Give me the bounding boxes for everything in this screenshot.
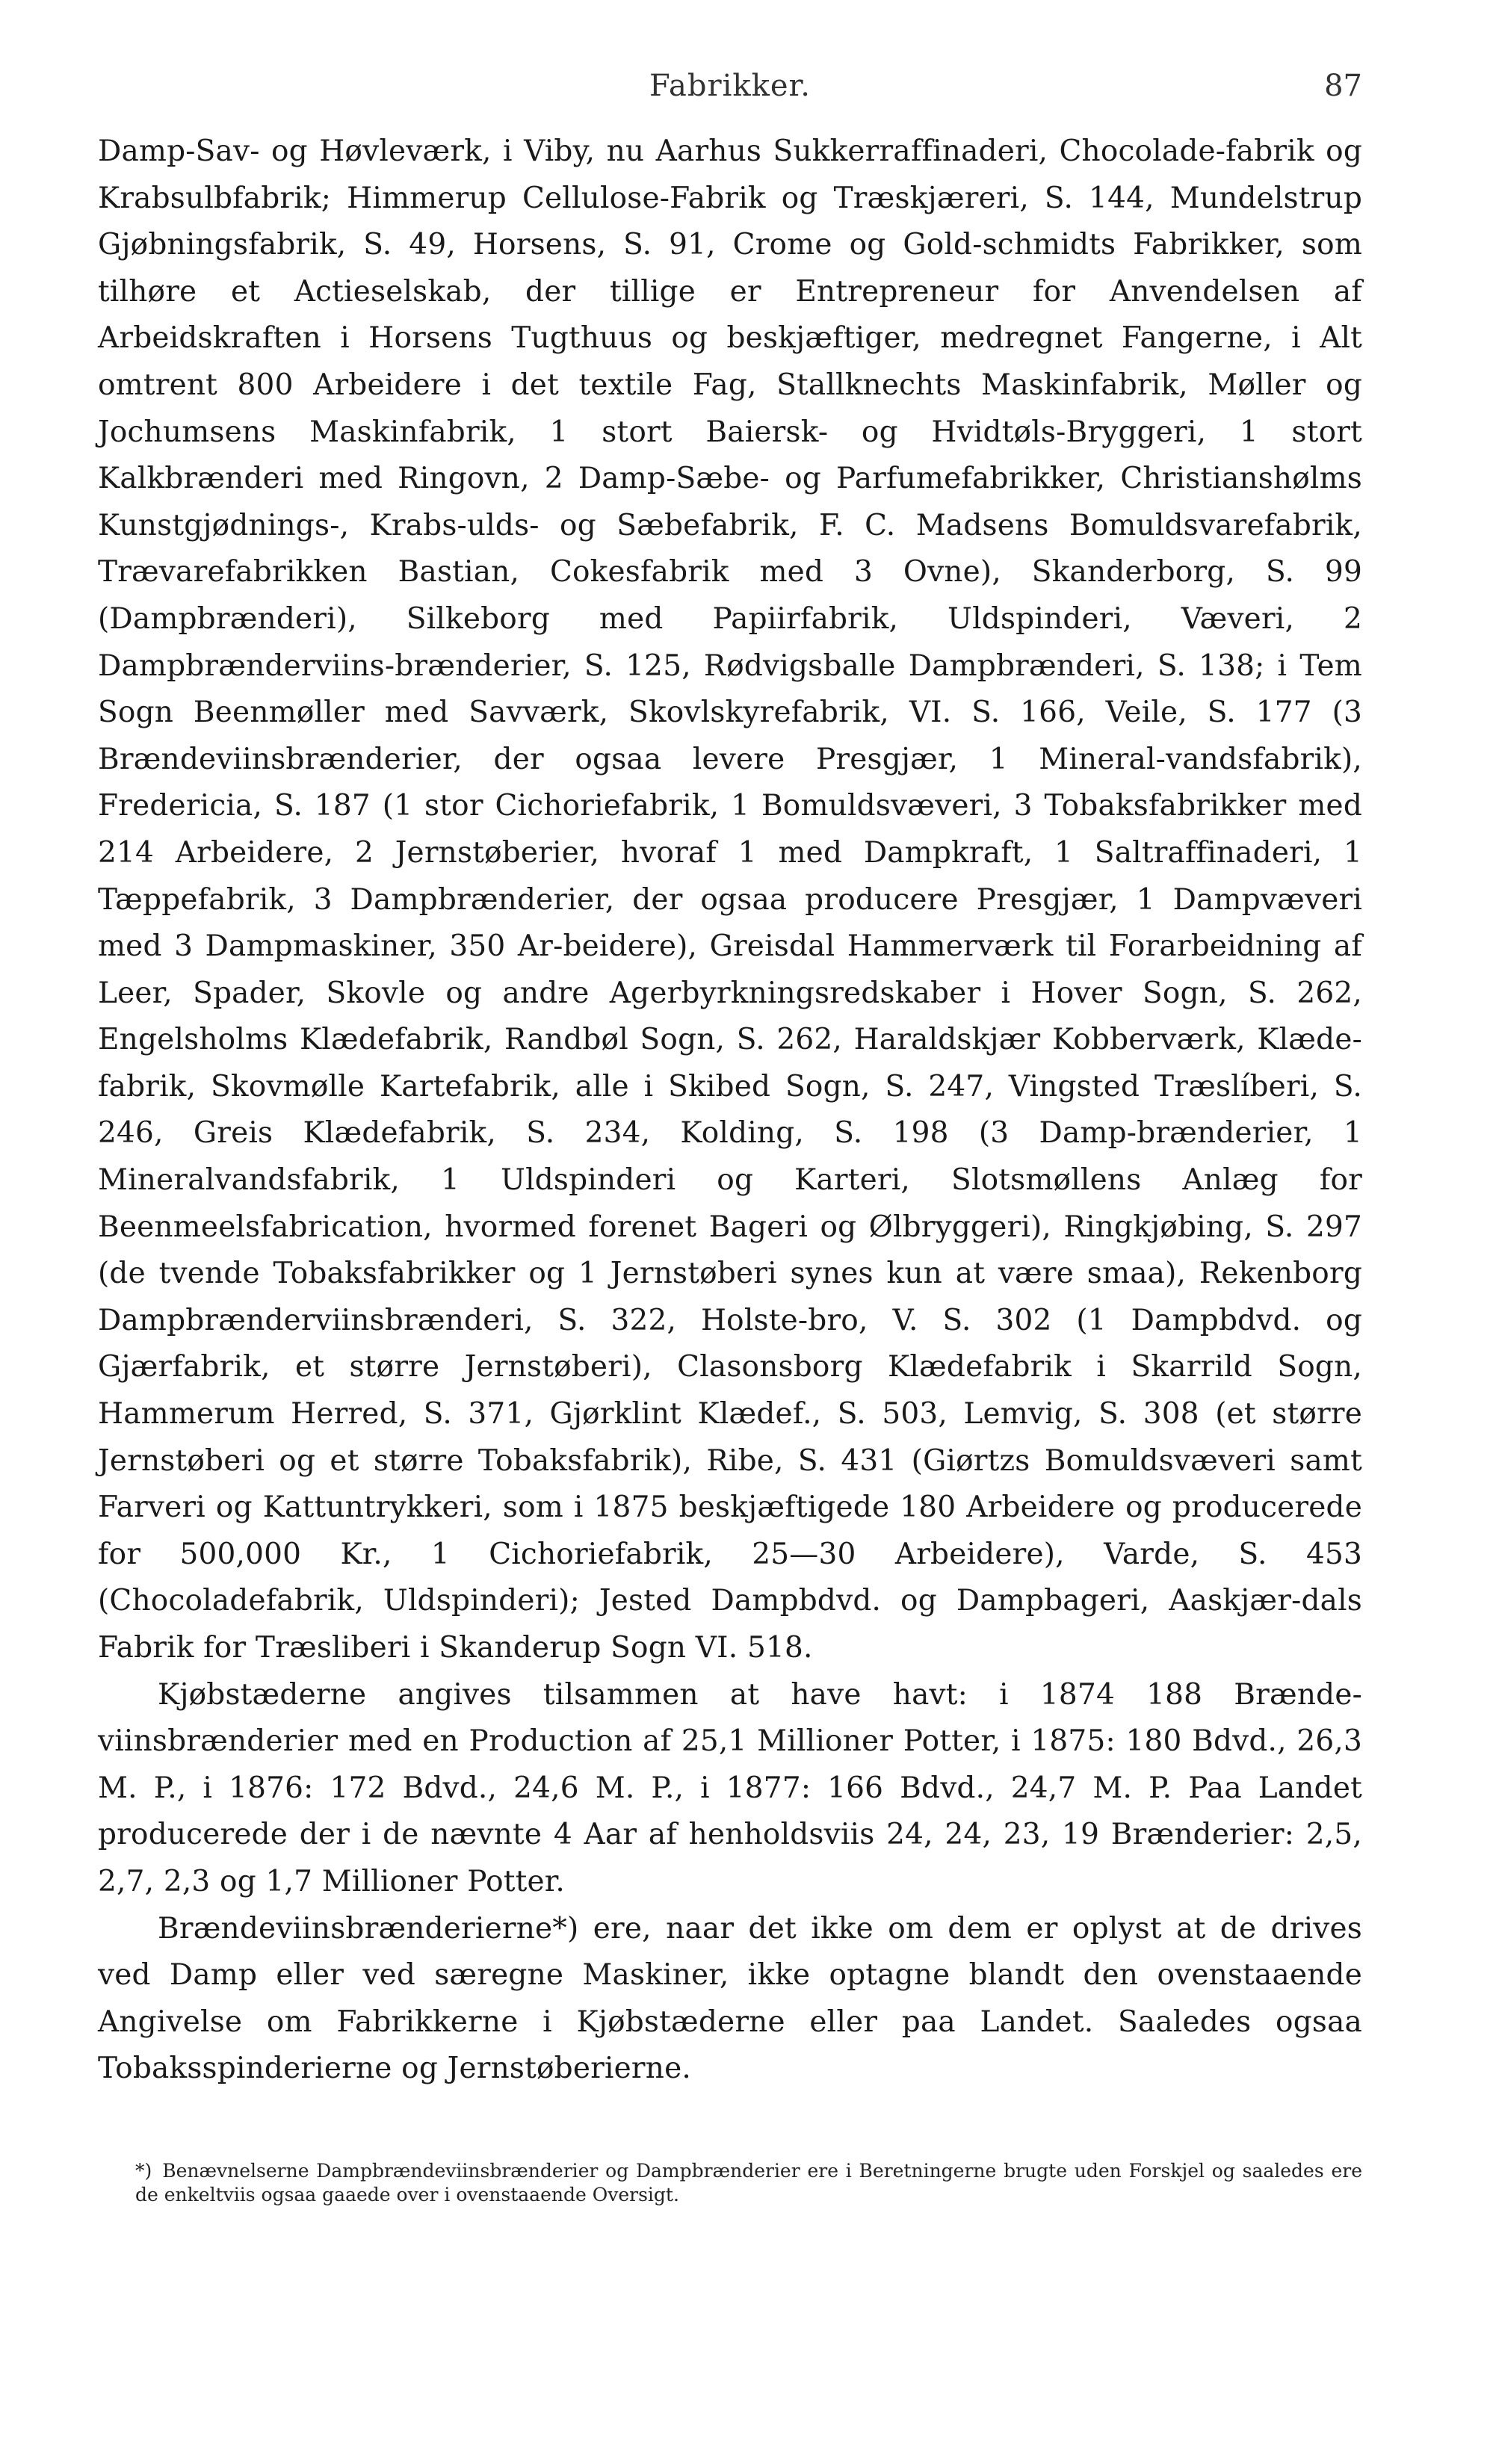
footnote bbox=[135, 2159, 1362, 2207]
page-number: 87 bbox=[1324, 69, 1362, 103]
running-title: Fabrikker. bbox=[649, 69, 811, 103]
paragraph-distillery-statistics: Kjøbstæderne angives tilsammen at have havt: i 1874 188 Brænde-viinsbrænderier med en Production af 25,1 Millioner Potter, i 1875: 180 Bdvd., 26,3 M. P., i 1876: 172 Bdvd., 24,6 M. P., i 1877: 166 Bdvd., 24,7 M. P. Paa Landet producerede der i de nævnte 4 Aar af henholdsviis 24, 24, 23, 19 Brænderier: 2,5, 2,7, 2,3 og 1,7 Millioner Potter. bbox=[98, 1677, 1362, 1898]
body-text bbox=[98, 129, 1362, 2093]
paragraph-factory-list: Damp-Sav- og Høvleværk, i Viby, nu Aarhus Sukkerraffinaderi, Chocolade-fabrik og Krabsulbfabrik; Himmerup Cellulose-Fabrik og Træskjæreri, S. 144, Mundelstrup Gjøbningsfabrik, S. 49, Horsens, S. 91, Crome og Gold-schmidts Fabrikker, som tilhøre et Actieselskab, der tillige er Entrepreneur for Anvendelsen af Arbeidskraften i Horsens Tugthuus og beskjæftiger, medregnet Fangerne, i Alt omtrent 800 Arbeidere i det textile Fag, Stallknechts Maskinfabrik, Møller og Jochumsens Maskinfabrik, 1 stort Baiersk- og Hvidtøls-Bryggeri, 1 stort Kalkbrænderi med Ringovn, 2 Damp-Sæbe- og Parfumefabrikker, Christianshølms Kunstgjødnings-, Krabs-ulds- og Sæbefabrik, F. C. Madsens Bomuldsvarefabrik, Trævarefabrikken Bastian, Cokesfabrik med 3 Ovne), Skanderborg, S. 99 (Dampbrænderi), Silkeborg med Papiirfabrik, Uldspinderi, Væveri, 2 Dampbrænderviins-brænderier, S. 125, Rødvigsballe Dampbrænderi, S. 138; i Tem Sogn Beenmøller med Savværk, Skovlskyrefabrik, VI. S. 166, Veile, S. 177 (3 Brændeviinsbrænderier, der ogsaa levere Presgjær, 1 Mineral-vandsfabrik), Fredericia, S. 187 (1 stor Cichoriefabrik, 1 Bomuldsvæveri, 3 Tobaksfabrikker med 214 Arbeidere, 2 Jernstøberier, hvoraf 1 med Dampkraft, 1 Saltraffinaderi, 1 Tæppefabrik, 3 Dampbrænderier, der ogsaa producere Presgjær, 1 Dampvæveri med 3 Dampmaskiner, 350 Ar-beidere), Greisdal Hammerværk til Forarbeidning af Leer, Spader, Skovle og andre Agerbyrkningsredskaber i Hover Sogn, S. 262, Engelsholms Klædefabrik, Randbøl Sogn, S. 262, Haraldskjær Kobberværk, Klæde-fabrik, Skovmølle Kartefabrik, alle i Skibed Sogn, S. 247, Vingsted Træslíberi, S. 246, Greis Klædefabrik, S. 234, Kolding, S. 198 (3 Damp-brænderier, 1 Mineralvandsfabrik, 1 Uldspinderi og Karteri, Slotsmøllens Anlæg for Beenmeelsfabrication, hvormed forenet Bageri og Ølbryggeri), Ringkjøbing, S. 297 (de tvende Tobaksfabrikker og 1 Jernstøberi synes kun at være smaa), Rekenborg Dampbrænderviinsbrænderi, S. 322, Holste-bro, V. S. 302 (1 Dampbdvd. og Gjærfabrik, et større Jernstøberi), Clasonsborg Klædefabrik i Skarrild Sogn, Hammerum Herred, S. 371, Gjørklint Klædef., S. 503, Lemvig, S. 308 (et større Jernstøberi og et større Tobaksfabrik), Ribe, S. 431 (Giørtzs Bomuldsvæveri samt Farveri og Kattuntrykkeri, som i 1875 beskjæftigede 180 Arbeidere og producerede for 500,000 Kr., 1 Cichoriefabrik, 25—30 Arbeidere), Varde, S. 453 (Chocoladefabrik, Uldspinderi); Jested Dampbdvd. og Dampbageri, Aaskjær-dals Fabrik for Træsliberi i Skanderup Sogn VI. 518. bbox=[98, 134, 1362, 1665]
paragraph-distillery-note: Brændeviinsbrænderierne*) ere, naar det ikke om dem er oplyst at de drives ved Damp eller ved særegne Maskiner, ikke optagne blandt den ovenstaaende Angivelse om Fabrikkerne i Kjøbstæderne eller paa Landet. Saaledes ogsaa Tobaksspinderierne og Jernstøberierne. bbox=[98, 1911, 1362, 2086]
page-header bbox=[98, 69, 1362, 114]
footnote-mark: *) bbox=[135, 2160, 152, 2182]
footnote-text: Benævnelserne Dampbrændeviinsbrænderier og Dampbrænderier ere i Beretningerne brugte uden Forskjel og saaledes ere de enkeltviis ogsaa gaaede over i ovenstaaende Oversigt. bbox=[135, 2160, 1362, 2205]
